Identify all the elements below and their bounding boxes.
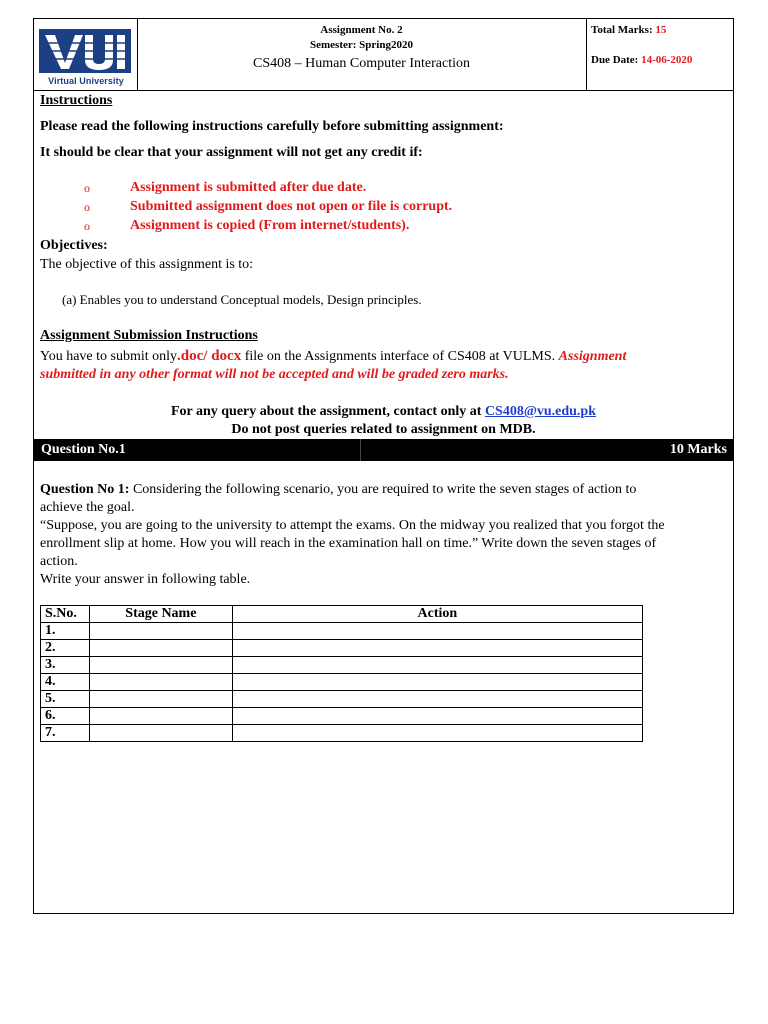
question-bar-divider — [360, 439, 361, 461]
objective-item: (a) Enables you to understand Conceptual models, Design principles. — [62, 292, 422, 307]
submission-warning-1: Assignment — [558, 349, 627, 364]
submission-text — [40, 347, 730, 366]
due-date — [591, 54, 692, 66]
row-number: 2. — [41, 640, 90, 657]
stage-name-cell[interactable] — [89, 674, 232, 691]
objectives-heading: Objectives: — [40, 238, 108, 253]
contact-line — [34, 404, 733, 420]
bullet-item: Assignment is submitted after due date. — [130, 180, 367, 195]
question-bar-title: Question No.1 — [41, 442, 126, 457]
answer-table — [40, 605, 643, 742]
header-stage-name: Stage Name — [89, 606, 232, 623]
stage-name-cell[interactable] — [89, 725, 232, 742]
header-action: Action — [232, 606, 642, 623]
action-cell[interactable] — [232, 657, 642, 674]
stage-name-cell[interactable] — [89, 640, 232, 657]
assignment-number: Assignment No. 2 — [320, 24, 403, 36]
total-marks — [591, 24, 666, 36]
bullet-item: Assignment is copied (From internet/students). — [130, 218, 410, 233]
table-row — [41, 657, 643, 674]
question-text — [40, 481, 730, 589]
bullet-marker: o — [84, 200, 90, 214]
contact-text: For any query about the assignment, contact only at — [170, 404, 485, 419]
due-date-value: 14-06-2020 — [641, 54, 693, 66]
question-bar-marks: 10 Marks — [669, 442, 727, 457]
total-marks-value: 15 — [655, 24, 667, 36]
table-row — [41, 623, 643, 640]
submission-text-mid: file on the Assignments interface of CS408 at VULMS. — [241, 349, 559, 364]
row-number: 3. — [41, 657, 90, 674]
submission-text-pre: You have to submit only — [40, 349, 178, 364]
stage-name-cell[interactable] — [89, 657, 232, 674]
instructions-heading: Instructions — [40, 93, 113, 108]
stage-name-cell[interactable] — [89, 708, 232, 725]
header-sno: S.No. — [41, 606, 90, 623]
logo-caption: Virtual University — [48, 76, 124, 86]
question-label: Question No 1: — [40, 482, 130, 497]
course-title: CS408 – Human Computer Interaction — [253, 56, 470, 71]
marks-cell — [586, 19, 733, 90]
question-line-4: enrollment slip at home. How you will reach in the examination hall on time.” Write down the seven stages of — [40, 536, 657, 551]
question-bar — [34, 439, 733, 461]
row-number: 1. — [41, 623, 90, 640]
row-number: 6. — [41, 708, 90, 725]
question-line-1 — [40, 481, 730, 499]
action-cell[interactable] — [232, 691, 642, 708]
contact-email-link[interactable]: CS408@vu.edu.pk — [484, 404, 597, 419]
row-number: 4. — [41, 674, 90, 691]
table-row — [41, 691, 643, 708]
stage-name-cell[interactable] — [89, 691, 232, 708]
question-line-6: Write your answer in following table. — [40, 572, 251, 587]
bullet-marker: o — [84, 219, 90, 233]
question-line-1-text: Considering the following scenario, you are required to write the seven stages of action to — [129, 482, 637, 497]
instructions-line-1: Please read the following instructions carefully before submitting assignment: — [40, 119, 504, 134]
question-line-2: achieve the goal. — [40, 500, 135, 515]
bullet-item: Submitted assignment does not open or file is corrupt. — [130, 199, 453, 214]
table-row — [41, 640, 643, 657]
total-marks-label: Total Marks: — [591, 24, 656, 36]
table-row — [41, 674, 643, 691]
objectives-intro: The objective of this assignment is to: — [40, 257, 254, 272]
row-number: 7. — [41, 725, 90, 742]
action-cell[interactable] — [232, 623, 642, 640]
contact-note: Do not post queries related to assignment on MDB. — [231, 422, 536, 437]
logo-cell — [34, 19, 138, 90]
bullet-marker: o — [84, 181, 90, 195]
row-number: 5. — [41, 691, 90, 708]
action-cell[interactable] — [232, 708, 642, 725]
instructions-line-2: It should be clear that your assignment will not get any credit if: — [40, 145, 423, 160]
action-cell[interactable] — [232, 725, 642, 742]
stage-name-cell[interactable] — [89, 623, 232, 640]
submission-warning-2: submitted in any other format will not be accepted and will be graded zero marks. — [40, 367, 509, 382]
title-cell — [137, 19, 587, 90]
action-cell[interactable] — [232, 674, 642, 691]
due-date-label: Due Date: — [591, 54, 642, 66]
semester: Semester: Spring2020 — [310, 39, 413, 51]
assignment-page — [33, 18, 734, 914]
vu-logo-icon — [39, 29, 131, 73]
question-line-5: action. — [40, 554, 78, 569]
table-row — [41, 725, 643, 742]
question-line-3: “Suppose, you are going to the university to attempt the exams. On the midway you realized that you forgot the — [40, 518, 665, 533]
table-header-row — [41, 606, 643, 623]
table-row — [41, 708, 643, 725]
action-cell[interactable] — [232, 640, 642, 657]
submission-heading: Assignment Submission Instructions — [40, 328, 258, 343]
submission-format: .doc/ docx — [177, 348, 242, 364]
document-header — [34, 19, 733, 91]
